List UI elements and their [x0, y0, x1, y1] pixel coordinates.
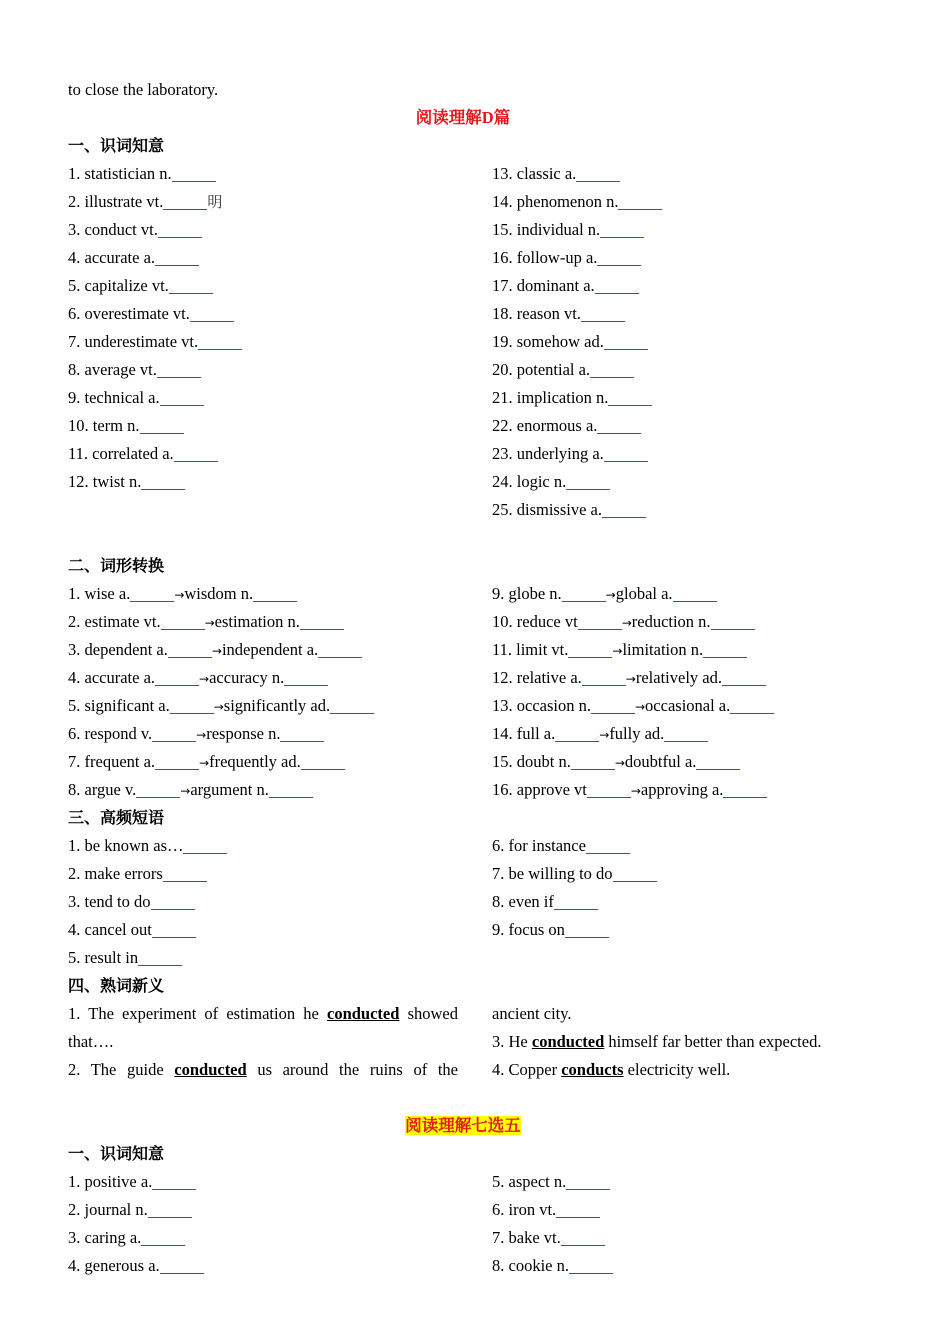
part3-columns: [68, 832, 858, 972]
arrow-icon: →: [630, 784, 641, 798]
vocab-item: 1. statistician n.: [68, 160, 492, 188]
answer-blank[interactable]: [330, 697, 374, 714]
vocab-item: 3. conduct vt.: [68, 216, 492, 244]
conversion-item: 11. limit vt. →limitation n.: [492, 636, 858, 664]
answer-blank[interactable]: [148, 1201, 192, 1218]
answer-blank[interactable]: [604, 333, 648, 350]
answer-blank[interactable]: [711, 613, 755, 630]
conversion-item: 15. doubt n. →doubtful a.: [492, 748, 858, 776]
answer-blank[interactable]: [151, 893, 195, 910]
answer-blank[interactable]: [565, 921, 609, 938]
conversion-item: 6. respond v. →response n.: [68, 720, 492, 748]
part1-right-column: [492, 160, 858, 524]
answer-blank[interactable]: [581, 305, 625, 322]
answer-blank[interactable]: [269, 781, 313, 798]
conversion-item: 8. argue v. →argument n.: [68, 776, 492, 804]
answer-blank[interactable]: [664, 725, 708, 742]
answer-blank[interactable]: [318, 641, 362, 658]
vocab-item: 2. illustrate vt. 明: [68, 192, 223, 211]
part1-columns: [68, 160, 858, 524]
answer-blank[interactable]: [722, 669, 766, 686]
answer-blank[interactable]: [556, 1201, 600, 1218]
part4-columns: [68, 1000, 858, 1084]
answer-blank[interactable]: [703, 641, 747, 658]
answer-blank[interactable]: [582, 669, 626, 686]
conversion-item: 13. occasion n. →occasional a.: [492, 692, 858, 720]
answer-blank[interactable]: [586, 837, 630, 854]
sentence-2-line2: ancient city.: [492, 1004, 572, 1023]
sentence-1-line1: 1. The experiment of estimation he conducted showed: [68, 1004, 459, 1023]
answer-blank[interactable]: [172, 165, 216, 182]
section-d-title: 阅读理解D篇: [415, 108, 511, 127]
part2-right-column: [492, 580, 858, 804]
answer-blank[interactable]: [161, 613, 205, 630]
conversion-item: 10. reduce vt →reduction n.: [492, 608, 858, 636]
arrow-icon: →: [621, 616, 632, 630]
arrow-icon: →: [174, 588, 185, 602]
vocab-item: 15. individual n.: [492, 216, 858, 244]
arrow-icon: →: [196, 728, 207, 742]
document-page: [68, 76, 858, 1280]
answer-blank[interactable]: [155, 249, 199, 266]
answer-blank[interactable]: [160, 1257, 204, 1274]
answer-blank[interactable]: [571, 753, 615, 770]
answer-blank[interactable]: [158, 221, 202, 238]
answer-blank[interactable]: [618, 193, 662, 210]
vocab-item: 23. underlying a.: [492, 440, 858, 468]
arrow-icon: →: [199, 756, 210, 770]
conversion-item: 5. significant a. →significantly ad.: [68, 692, 492, 720]
conversion-item: 7. frequent a. →frequently ad.: [68, 748, 492, 776]
vocab-item: 5. aspect n.: [492, 1168, 858, 1196]
keyword: conducted: [531, 1032, 605, 1051]
arrow-icon: →: [605, 588, 616, 602]
vocab-item: 8. cookie n.: [492, 1252, 858, 1280]
vocab-item: 2. journal n.: [68, 1196, 492, 1224]
vocab-item: 11. correlated a.: [68, 440, 492, 468]
answer-blank[interactable]: [597, 417, 641, 434]
part3-left-column: [68, 832, 492, 972]
answer-blank[interactable]: [591, 697, 635, 714]
vocab-item: 8. even if: [492, 888, 858, 916]
vocab-item: 14. phenomenon n.: [492, 188, 858, 216]
answer-blank[interactable]: [590, 361, 634, 378]
conversion-item: 12. relative a. →relatively ad.: [492, 664, 858, 692]
conversion-item: 1. wise a. →wisdom n.: [68, 580, 492, 608]
spacer: [68, 524, 858, 552]
answer-blank[interactable]: [562, 585, 606, 602]
vocab-item: 2. make errors: [68, 860, 492, 888]
answer-blank[interactable]: [155, 753, 199, 770]
answer-blank[interactable]: [673, 585, 717, 602]
answer-blank[interactable]: [169, 277, 213, 294]
arrow-icon: →: [180, 784, 191, 798]
answer-blank[interactable]: [696, 753, 740, 770]
answer-blank[interactable]: [569, 1257, 613, 1274]
answer-blank[interactable]: [301, 753, 345, 770]
vocab-item: 22. enormous a.: [492, 412, 858, 440]
vocab-item: 25. dismissive a.: [492, 496, 858, 524]
answer-blank[interactable]: [604, 445, 648, 462]
spacer: [68, 1084, 858, 1112]
vocab-item: 19. somehow ad.: [492, 328, 858, 356]
answer-blank[interactable]: [595, 277, 639, 294]
vocab-item: 20. potential a.: [492, 356, 858, 384]
part2-left-column: [68, 580, 492, 804]
answer-blank[interactable]: [561, 1229, 605, 1246]
answer-blank[interactable]: [130, 585, 174, 602]
vocab-item: 3. caring a.: [68, 1224, 492, 1252]
vocab-item: 7. bake vt.: [492, 1224, 858, 1252]
answer-blank[interactable]: [602, 501, 646, 518]
vocab-item: 24. logic n.: [492, 468, 858, 496]
highlighted-title: 阅读理解七选五: [405, 1116, 521, 1135]
vocab-item: 3. tend to do: [68, 888, 492, 916]
answer-blank[interactable]: [183, 837, 227, 854]
arrow-icon: →: [625, 672, 636, 686]
answer-blank[interactable]: [141, 473, 185, 490]
vocab-item: 6. iron vt.: [492, 1196, 858, 1224]
section-seven-title: [68, 1112, 858, 1140]
answer-blank[interactable]: [253, 585, 297, 602]
answer-blank[interactable]: [608, 389, 652, 406]
answer-blank[interactable]: [152, 725, 196, 742]
vocab-item: 9. technical a.: [68, 384, 492, 412]
conversion-item: 4. accurate a. →accuracy n.: [68, 664, 492, 692]
vocab-item: 12. twist n.: [68, 468, 492, 496]
arrow-icon: →: [204, 616, 215, 630]
part4-left-column: [68, 1000, 458, 1084]
vocab-item: 1. positive a.: [68, 1168, 492, 1196]
answer-blank[interactable]: [613, 865, 657, 882]
vocab-item: 10. term n.: [68, 412, 492, 440]
seven-right-column: [492, 1168, 858, 1280]
answer-blank[interactable]: [155, 669, 199, 686]
answer-blank[interactable]: [730, 697, 774, 714]
answer-blank[interactable]: [600, 221, 644, 238]
vocab-item: 8. average vt.: [68, 356, 492, 384]
vocab-item: 21. implication n.: [492, 384, 858, 412]
answer-blank[interactable]: [576, 165, 620, 182]
answer-blank[interactable]: [170, 697, 214, 714]
answer-blank[interactable]: [163, 865, 207, 882]
answer-blank[interactable]: [578, 613, 622, 630]
vocab-item: 5. capitalize vt.: [68, 272, 492, 300]
answer-blank[interactable]: [138, 949, 182, 966]
vocab-item: 13. classic a.: [492, 160, 858, 188]
vocab-item: 7. be willing to do: [492, 860, 858, 888]
answer-blank[interactable]: [587, 781, 631, 798]
answer-blank[interactable]: [280, 725, 324, 742]
arrow-icon: →: [612, 644, 623, 658]
intro-line: to close the laboratory.: [68, 80, 219, 99]
vocab-item: 16. follow-up a.: [492, 244, 858, 272]
vocab-item: 6. overestimate vt.: [68, 300, 492, 328]
answer-blank[interactable]: [555, 725, 599, 742]
arrow-icon: →: [213, 700, 224, 714]
answer-blank[interactable]: [160, 389, 204, 406]
keyword: conducts: [561, 1060, 624, 1079]
part1-heading: 一、识词知意: [68, 136, 165, 155]
answer-blank[interactable]: [190, 305, 234, 322]
hint-char: 明: [207, 193, 223, 211]
vocab-item: 5. result in: [68, 944, 492, 972]
part1-left-column: [68, 160, 492, 524]
answer-blank[interactable]: [554, 893, 598, 910]
conversion-item: 3. dependent a. →independent a.: [68, 636, 492, 664]
answer-blank[interactable]: [284, 669, 328, 686]
answer-blank[interactable]: [136, 781, 180, 798]
vocab-item: 1. be known as…: [68, 832, 492, 860]
vocab-item: 7. underestimate vt.: [68, 328, 492, 356]
answer-blank[interactable]: [152, 1173, 196, 1190]
answer-blank[interactable]: [152, 921, 196, 938]
arrow-icon: →: [614, 756, 625, 770]
answer-blank[interactable]: [174, 445, 218, 462]
sentence-1-line2: that….: [68, 1032, 114, 1051]
keyword: conducted: [327, 1004, 400, 1023]
part4-right-column: [492, 1000, 858, 1084]
vocab-item: 18. reason vt.: [492, 300, 858, 328]
answer-blank[interactable]: [597, 249, 641, 266]
part3-heading: 三、高频短语: [68, 808, 165, 827]
answer-blank[interactable]: [300, 613, 344, 630]
seven-left-column: [68, 1168, 492, 1280]
answer-blank[interactable]: [566, 473, 610, 490]
seven-columns: [68, 1168, 858, 1280]
vocab-item: 4. cancel out: [68, 916, 492, 944]
answer-blank[interactable]: [141, 1229, 185, 1246]
answer-blank[interactable]: [568, 641, 612, 658]
arrow-icon: →: [199, 672, 210, 686]
sentence-3: 3. He conducted himself far better than expected.: [492, 1032, 822, 1051]
sentence-4: 4. Copper conducts electricity well.: [492, 1060, 731, 1079]
answer-blank[interactable]: [723, 781, 767, 798]
answer-blank[interactable]: [163, 193, 207, 210]
keyword: conducted: [174, 1060, 247, 1079]
part2-columns: [68, 580, 858, 804]
answer-blank[interactable]: [198, 333, 242, 350]
answer-blank[interactable]: [566, 1173, 610, 1190]
part2-heading: 二、词形转换: [68, 556, 165, 575]
answer-blank[interactable]: [168, 641, 212, 658]
conversion-item: 9. globe n. →global a.: [492, 580, 858, 608]
vocab-item: 4. generous a.: [68, 1252, 492, 1280]
part4-heading: 四、熟词新义: [68, 976, 165, 995]
conversion-item: 16. approve vt →approving a.: [492, 776, 858, 804]
arrow-icon: →: [634, 700, 646, 714]
answer-blank[interactable]: [157, 361, 201, 378]
vocab-item: 17. dominant a.: [492, 272, 858, 300]
part3-right-column: [492, 832, 858, 972]
answer-blank[interactable]: [140, 417, 184, 434]
arrow-icon: →: [599, 728, 610, 742]
sentence-2-line1: 2. The guide conducted us around the ruins of the: [68, 1060, 458, 1079]
vocab-item: 6. for instance: [492, 832, 858, 860]
vocab-item: 9. focus on: [492, 916, 858, 944]
arrow-icon: →: [211, 644, 222, 658]
conversion-item: 14. full a. →fully ad.: [492, 720, 858, 748]
seven-heading: 一、识词知意: [68, 1144, 165, 1163]
conversion-item: 2. estimate vt. →estimation n.: [68, 608, 492, 636]
vocab-item: 4. accurate a.: [68, 244, 492, 272]
